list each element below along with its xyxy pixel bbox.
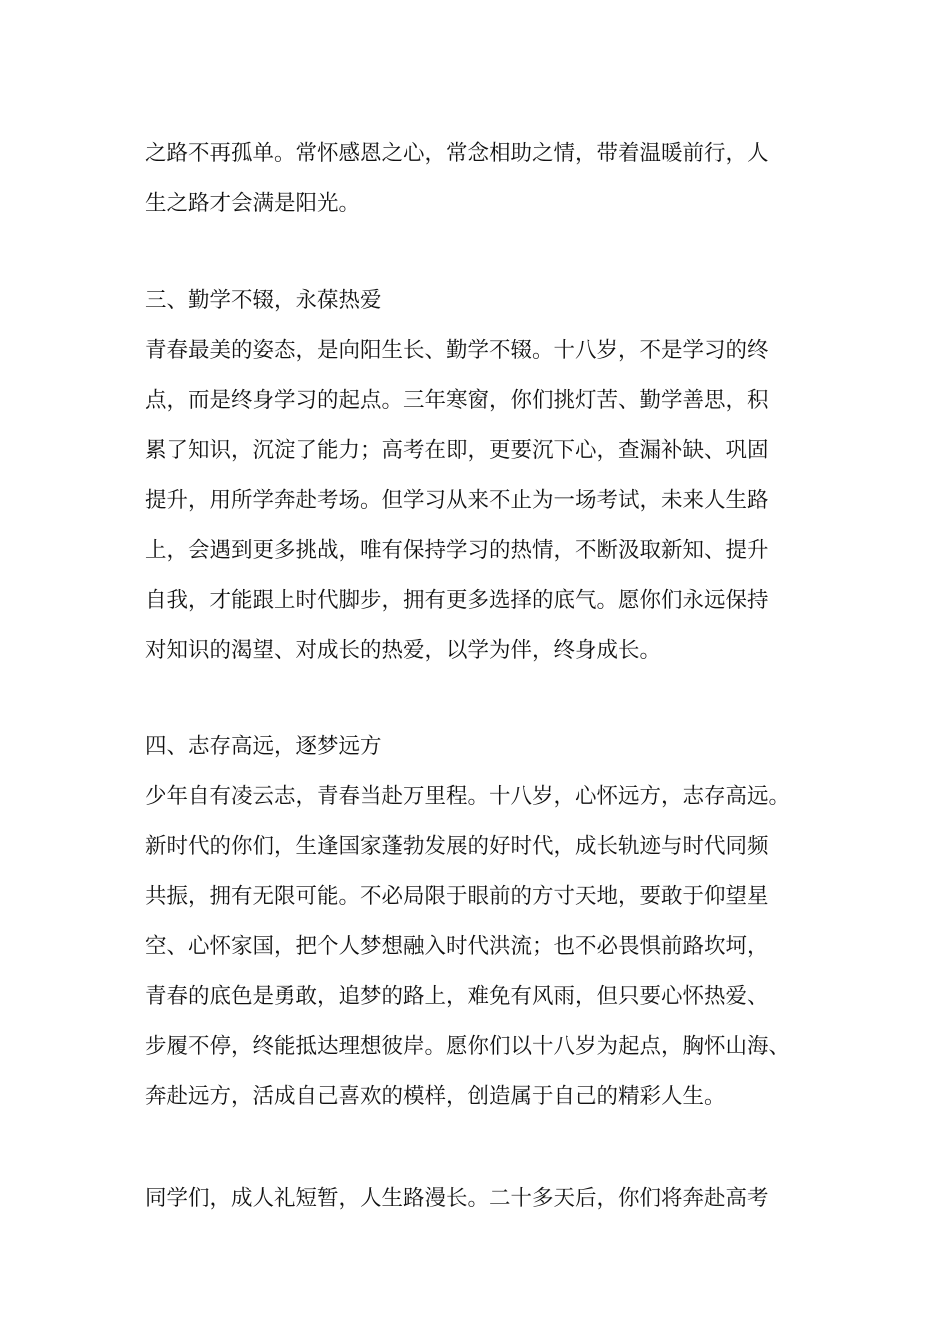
- paragraph-line: 提升，用所学奔赴考场。但学习从来不止为一场考试，未来人生路: [145, 488, 769, 513]
- paragraph-line: 空、心怀家国，把个人梦想融入时代洪流；也不必畏惧前路坎坷，: [145, 934, 769, 959]
- paragraph-line: 累了知识，沉淀了能力；高考在即，更要沉下心，查漏补缺、巩固: [145, 438, 769, 463]
- paragraph-line: 同学们，成人礼短暂，人生路漫长。二十多天后，你们将奔赴高考: [145, 1186, 769, 1211]
- continued-paragraph: [145, 129, 845, 229]
- paragraph-line: 奔赴远方，活成自己喜欢的模样，创造属于自己的精彩人生。: [145, 1084, 726, 1109]
- paragraph-line: 点，而是终身学习的起点。三年寒窗，你们挑灯苦、勤学善思，积: [145, 388, 769, 413]
- paragraph-line: 新时代的你们，生逢国家蓬勃发展的好时代，成长轨迹与时代同频: [145, 834, 769, 859]
- paragraph-line: 青春最美的姿态，是向阳生长、勤学不辍。十八岁，不是学习的终: [145, 338, 769, 363]
- paragraph-line: 上，会遇到更多挑战，唯有保持学习的热情，不断汲取新知、提升: [145, 538, 769, 563]
- section-four-heading: 四、志存高远，逐梦远方: [145, 734, 382, 759]
- section-four: [145, 722, 845, 1122]
- paragraph-line: 之路不再孤单。常怀感恩之心，常念相助之情，带着温暖前行，人: [145, 141, 769, 166]
- paragraph-line: 少年自有凌云志，青春当赴万里程。十八岁，心怀远方，志存高远。: [145, 784, 791, 809]
- section-three: [145, 276, 845, 676]
- paragraph-line: 生之路才会满是阳光。: [145, 191, 361, 216]
- section-three-heading: 三、勤学不辍，永葆热爱: [145, 288, 382, 313]
- paragraph-line: 自我，才能跟上时代脚步，拥有更多选择的底气。愿你们永远保持: [145, 588, 769, 613]
- closing-paragraph: [145, 1174, 845, 1224]
- paragraph-line: 步履不停，终能抵达理想彼岸。愿你们以十八岁为起点，胸怀山海、: [145, 1034, 791, 1059]
- paragraph-line: 共振，拥有无限可能。不必局限于眼前的方寸天地，要敢于仰望星: [145, 884, 769, 909]
- paragraph-line: 青春的底色是勇敢，追梦的路上，难免有风雨，但只要心怀热爱、: [145, 984, 769, 1009]
- paragraph-line: 对知识的渴望、对成长的热爱，以学为伴，终身成长。: [145, 638, 662, 663]
